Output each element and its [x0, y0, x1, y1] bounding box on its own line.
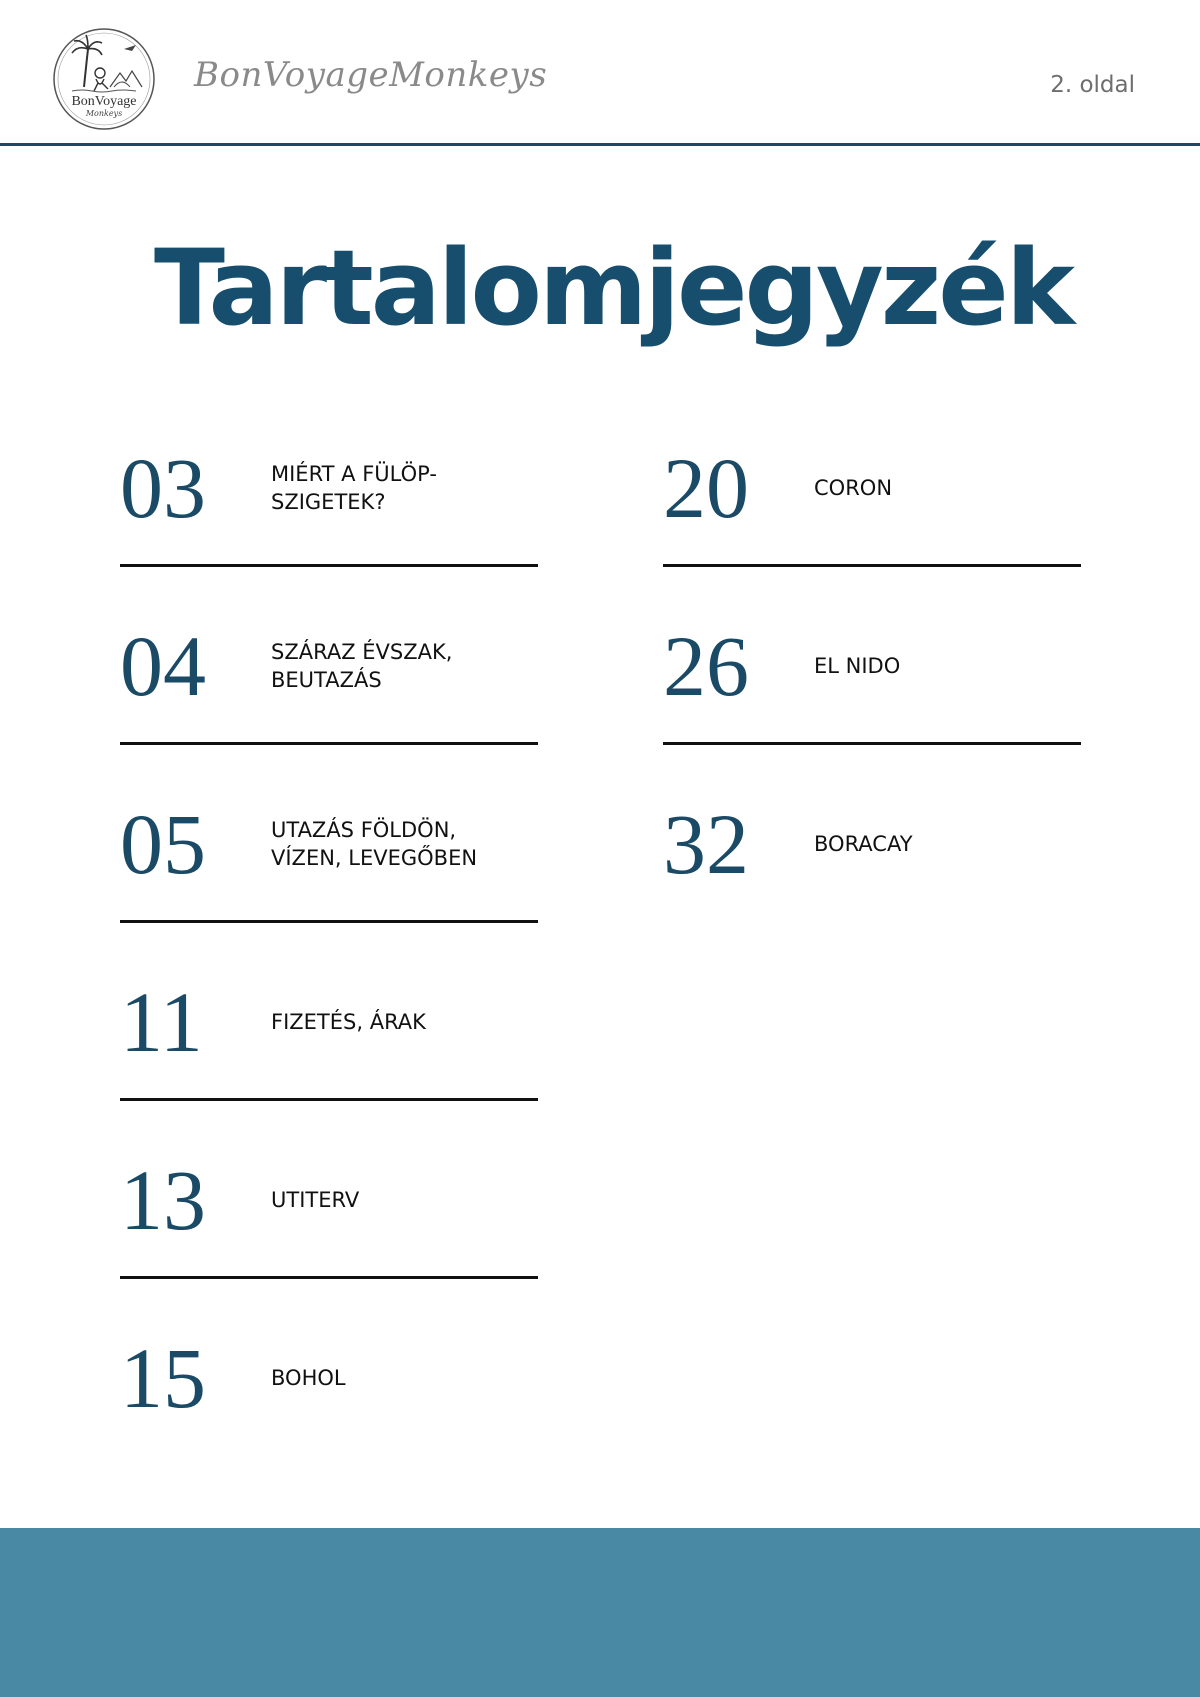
- toc-divider: [120, 564, 538, 567]
- toc-entry[interactable]: [120, 440, 538, 618]
- toc-divider: [663, 742, 1081, 745]
- page-number: 2. oldal: [1050, 72, 1135, 98]
- logo-text-bonvoyage: BonVoyage: [71, 94, 137, 109]
- bonvoyage-monkeys-logo: [52, 27, 156, 131]
- toc-page-number: 04: [120, 618, 206, 714]
- toc-entry[interactable]: [663, 618, 1081, 796]
- footer-band: [0, 1528, 1200, 1697]
- toc-page-number: 15: [120, 1330, 206, 1426]
- toc-entry[interactable]: [120, 974, 538, 1152]
- toc-entry[interactable]: [663, 796, 1081, 974]
- toc-label: UTITERV: [271, 1188, 360, 1212]
- toc-page-number: 03: [120, 440, 206, 536]
- toc-page-number: 13: [120, 1152, 206, 1248]
- toc-entry[interactable]: [120, 618, 538, 796]
- logo-text-monkeys: Monkeys: [85, 109, 123, 118]
- toc-page-number: 05: [120, 796, 206, 892]
- toc-divider: [120, 1276, 538, 1279]
- toc-divider: [120, 1098, 538, 1101]
- toc-label: CORON: [814, 476, 893, 500]
- toc-page-number: 26: [663, 618, 749, 714]
- toc-entry[interactable]: [663, 440, 1081, 618]
- toc-page-number: 20: [663, 440, 749, 536]
- toc-divider: [663, 564, 1081, 567]
- toc-entry[interactable]: [120, 1330, 538, 1508]
- toc-label: UTAZÁS FÖLDÖN, VÍZEN, LEVEGŐBEN: [271, 818, 478, 870]
- toc-divider: [120, 920, 538, 923]
- toc-entry[interactable]: [120, 1152, 538, 1330]
- toc-page-number: 32: [663, 796, 749, 892]
- toc-label: FIZETÉS, ÁRAK: [271, 1010, 426, 1034]
- toc-label: BORACAY: [814, 832, 913, 856]
- page-header: [0, 0, 1200, 146]
- toc-label: BOHOL: [271, 1366, 346, 1390]
- toc-column-right: [663, 440, 1081, 974]
- page-title: Tartalomjegyzék: [153, 227, 1072, 349]
- toc-label: SZÁRAZ ÉVSZAK, BEUTAZÁS: [271, 640, 453, 692]
- toc-label: EL NIDO: [814, 654, 901, 678]
- toc-label: MIÉRT A FÜLÖP- SZIGETEK?: [271, 462, 437, 514]
- toc-column-left: [120, 440, 538, 1508]
- toc-page-number: 11: [120, 974, 203, 1070]
- toc-entry[interactable]: [120, 796, 538, 974]
- toc-divider: [120, 742, 538, 745]
- brand-name: BonVoyageMonkeys: [194, 55, 548, 95]
